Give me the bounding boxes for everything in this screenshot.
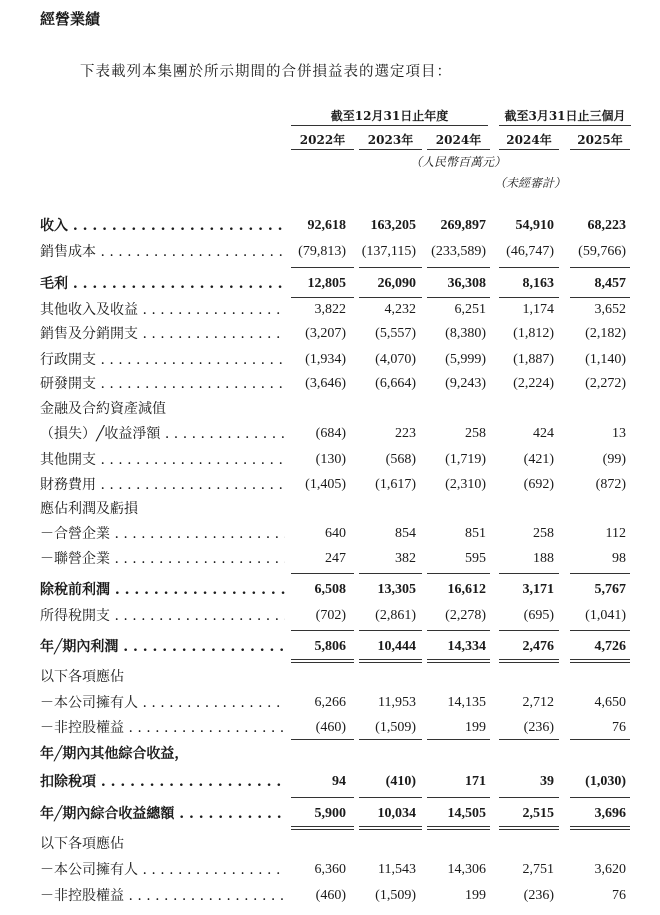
subtotal-rule: [427, 630, 490, 631]
value-cell: 3,652: [594, 302, 626, 317]
value-cell: 14,334: [447, 639, 486, 654]
row-label: 扣除稅項 . . .: [40, 772, 285, 792]
row-label: （損失）╱收益淨額 . . .: [40, 424, 285, 444]
row-label: －合營企業 . . .: [40, 524, 285, 544]
value-cell: 16,612: [447, 582, 486, 597]
double-total-rule: [359, 659, 422, 663]
value-cell: (1,041): [585, 608, 626, 623]
value-cell: 5,767: [594, 582, 626, 597]
year-rule: [359, 149, 422, 150]
value-cell: 382: [395, 551, 416, 566]
value-cell: (8,380): [445, 326, 486, 341]
row-label: －本公司擁有人 . . .: [40, 693, 285, 713]
value-cell: 54,910: [515, 218, 554, 233]
subtotal-rule: [570, 739, 630, 740]
value-cell: 4,650: [594, 695, 626, 710]
subtotal-rule: [291, 573, 354, 574]
subtotal-rule: [499, 297, 559, 298]
double-total-rule: [427, 826, 490, 830]
double-total-rule: [291, 659, 354, 663]
value-cell: (236): [523, 888, 554, 903]
subtotal-rule: [291, 739, 354, 740]
value-cell: 11,953: [378, 695, 416, 710]
row-label: 財務費用 . . .: [40, 475, 285, 495]
subtotal-rule: [427, 573, 490, 574]
row-label: 銷售及分銷開支 . . .: [40, 324, 285, 344]
value-cell: (568): [385, 452, 416, 467]
value-cell: 4,232: [384, 302, 416, 317]
annual-group-rule: [291, 125, 488, 126]
intro-text: 下表載列本集團於所示期間的合併損益表的選定項目：: [80, 64, 452, 80]
year-header: 2022年: [299, 133, 346, 147]
row-label: －非控股權益 . . .: [40, 718, 285, 738]
row-label: 應佔利潤及虧損: [40, 501, 138, 517]
subtotal-rule: [499, 573, 559, 574]
row-label: 年╱期內其他綜合收益，: [40, 746, 189, 762]
double-total-rule: [359, 826, 422, 830]
value-cell: (702): [315, 608, 346, 623]
row-label: －聯營企業 . . .: [40, 549, 285, 569]
section-heading: 經營業績: [40, 10, 101, 28]
value-cell: (2,272): [585, 376, 626, 391]
value-cell: (460): [315, 720, 346, 735]
subtotal-rule: [359, 630, 422, 631]
row-label: 研發開支 . . .: [40, 374, 285, 394]
value-cell: (2,278): [445, 608, 486, 623]
value-cell: (9,243): [445, 376, 486, 391]
value-cell: 14,135: [447, 695, 486, 710]
subtotal-rule: [570, 573, 630, 574]
value-cell: 595: [465, 551, 486, 566]
value-cell: 12,805: [307, 276, 346, 291]
value-cell: 5,900: [314, 806, 346, 821]
value-cell: 6,508: [314, 582, 346, 597]
row-label: 毛利 . . .: [40, 274, 285, 294]
value-cell: 10,444: [377, 639, 416, 654]
value-cell: 36,308: [447, 276, 486, 291]
value-cell: (1,405): [305, 477, 346, 492]
value-cell: 8,163: [522, 276, 554, 291]
value-cell: 640: [325, 526, 346, 541]
value-cell: 3,620: [594, 862, 626, 877]
value-cell: 13,305: [377, 582, 416, 597]
row-label: 以下各項應佔: [40, 836, 124, 852]
value-cell: (5,999): [445, 352, 486, 367]
subtotal-rule: [427, 297, 490, 298]
value-cell: 171: [465, 774, 486, 789]
value-cell: 13: [612, 426, 626, 441]
value-cell: (1,887): [513, 352, 554, 367]
subtotal-rule: [359, 267, 422, 268]
row-label: －非控股權益 . . .: [40, 886, 285, 906]
value-cell: 2,751: [522, 862, 554, 877]
double-total-rule: [570, 659, 630, 663]
value-cell: 854: [395, 526, 416, 541]
row-label: 除稅前利潤 . . .: [40, 580, 285, 600]
year-header: 2025年: [577, 133, 623, 147]
value-cell: (2,861): [375, 608, 416, 623]
subtotal-rule: [570, 297, 630, 298]
row-label: 其他收入及收益 . . .: [40, 300, 285, 320]
row-label: 行政開支 . . .: [40, 350, 285, 370]
year-header: 2024年: [506, 133, 552, 147]
value-cell: 2,712: [522, 695, 554, 710]
value-cell: 11,543: [378, 862, 416, 877]
subtotal-rule: [291, 267, 354, 268]
value-cell: 10,034: [377, 806, 416, 821]
value-cell: 94: [332, 774, 346, 789]
value-cell: (460): [315, 888, 346, 903]
value-cell: (692): [523, 477, 554, 492]
value-cell: (410): [385, 774, 416, 789]
value-cell: 163,205: [370, 218, 416, 233]
value-cell: 5,806: [314, 639, 346, 654]
value-cell: (872): [595, 477, 626, 492]
value-cell: 14,306: [447, 862, 486, 877]
value-cell: 851: [465, 526, 486, 541]
year-rule: [570, 149, 630, 150]
value-cell: 4,726: [594, 639, 626, 654]
value-cell: (684): [315, 426, 346, 441]
subtotal-rule: [359, 573, 422, 574]
value-cell: 424: [533, 426, 554, 441]
row-label: 收入 . . .: [40, 216, 285, 236]
value-cell: 3,822: [314, 302, 346, 317]
row-label: 其他開支 . . .: [40, 450, 285, 470]
value-cell: (1,934): [305, 352, 346, 367]
year-rule: [427, 149, 490, 150]
row-label: 所得稅開支 . . .: [40, 606, 285, 626]
value-cell: 199: [465, 888, 486, 903]
value-cell: (2,182): [585, 326, 626, 341]
year-header: 2023年: [367, 133, 414, 147]
value-cell: (4,070): [375, 352, 416, 367]
year-rule: [499, 149, 559, 150]
value-cell: 39: [540, 774, 554, 789]
double-total-rule: [499, 826, 559, 830]
value-cell: 6,251: [454, 302, 486, 317]
subtotal-rule: [291, 297, 354, 298]
row-label: －本公司擁有人 . . .: [40, 860, 285, 880]
value-cell: 269,897: [440, 218, 486, 233]
value-cell: 1,174: [522, 302, 554, 317]
unit-label: （人民幣百萬元）: [410, 155, 507, 169]
subtotal-rule: [570, 630, 630, 631]
value-cell: (99): [602, 452, 626, 467]
subtotal-rule: [499, 630, 559, 631]
row-label: 以下各項應佔: [40, 669, 124, 685]
value-cell: 3,696: [594, 806, 626, 821]
subtotal-rule: [427, 797, 490, 798]
value-cell: 98: [612, 551, 626, 566]
subtotal-rule: [499, 267, 559, 268]
value-cell: 76: [612, 888, 626, 903]
subtotal-rule: [427, 267, 490, 268]
row-label: 年╱期內綜合收益總額 . . .: [40, 804, 285, 824]
value-cell: 199: [465, 720, 486, 735]
value-cell: 2,476: [522, 639, 554, 654]
quarter-group-rule: [499, 125, 631, 126]
value-cell: (233,589): [431, 244, 486, 259]
subtotal-rule: [570, 267, 630, 268]
quarter-group-header: 截至3月31日止三個月: [504, 109, 626, 123]
value-cell: 8,457: [594, 276, 626, 291]
value-cell: (3,207): [305, 326, 346, 341]
value-cell: 68,223: [587, 218, 626, 233]
double-total-rule: [499, 659, 559, 663]
value-cell: 3,171: [522, 582, 554, 597]
year-rule: [291, 149, 354, 150]
value-cell: 247: [325, 551, 346, 566]
value-cell: (2,224): [513, 376, 554, 391]
value-cell: 188: [533, 551, 554, 566]
value-cell: 223: [395, 426, 416, 441]
value-cell: 2,515: [522, 806, 554, 821]
subtotal-rule: [291, 797, 354, 798]
value-cell: (1,509): [375, 888, 416, 903]
value-cell: (695): [523, 608, 554, 623]
subtotal-rule: [499, 797, 559, 798]
annual-group-header: 截至12月31日止年度: [330, 109, 449, 123]
value-cell: 26,090: [377, 276, 416, 291]
value-cell: (79,813): [298, 244, 346, 259]
value-cell: (1,030): [585, 774, 626, 789]
value-cell: (59,766): [578, 244, 626, 259]
value-cell: (2,310): [445, 477, 486, 492]
value-cell: (236): [523, 720, 554, 735]
value-cell: 76: [612, 720, 626, 735]
value-cell: (3,646): [305, 376, 346, 391]
value-cell: (1,812): [513, 326, 554, 341]
double-total-rule: [291, 826, 354, 830]
value-cell: (1,509): [375, 720, 416, 735]
value-cell: (1,719): [445, 452, 486, 467]
double-total-rule: [570, 826, 630, 830]
row-label: 金融及合約資產減值: [40, 401, 166, 417]
value-cell: 14,505: [447, 806, 486, 821]
subtotal-rule: [499, 739, 559, 740]
subtotal-rule: [359, 797, 422, 798]
year-header: 2024年: [435, 133, 482, 147]
subtotal-rule: [570, 797, 630, 798]
value-cell: (137,115): [361, 244, 416, 259]
row-label: 銷售成本 . . .: [40, 242, 285, 262]
value-cell: 6,266: [314, 695, 346, 710]
value-cell: (130): [315, 452, 346, 467]
row-label: 年╱期內利潤 . . .: [40, 637, 285, 657]
subtotal-rule: [359, 739, 422, 740]
value-cell: 92,618: [307, 218, 346, 233]
value-cell: 112: [605, 526, 626, 541]
unaudited-label: （未經審計）: [494, 176, 567, 190]
value-cell: (421): [523, 452, 554, 467]
value-cell: (1,140): [585, 352, 626, 367]
value-cell: 258: [533, 526, 554, 541]
value-cell: 258: [465, 426, 486, 441]
value-cell: (5,557): [375, 326, 416, 341]
value-cell: (46,747): [506, 244, 554, 259]
value-cell: 6,360: [314, 862, 346, 877]
value-cell: (1,617): [375, 477, 416, 492]
subtotal-rule: [291, 630, 354, 631]
value-cell: (6,664): [375, 376, 416, 391]
subtotal-rule: [427, 739, 490, 740]
subtotal-rule: [359, 297, 422, 298]
double-total-rule: [427, 659, 490, 663]
